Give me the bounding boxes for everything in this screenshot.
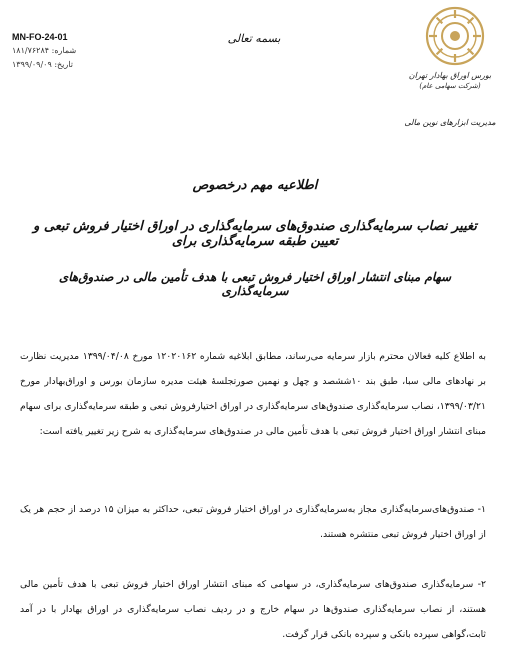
- number-value: ۱۸۱/۷۶۲۸۴: [12, 46, 50, 55]
- letter-date-row: [12, 58, 122, 72]
- organization-name: [398, 70, 502, 92]
- department-name: مدیریت ابزارهای نوین مالی: [404, 118, 496, 127]
- letter-number-row: [12, 44, 122, 58]
- clause-2-paragraph: ۲- سرمایه‌گذاری صندوق‌های سرمایه‌گذاری، در سهامی که مبنای انتشار اوراق اختیار فروش تبعی با هدف تأمین مالی هستند، از نصاب سرمایه‌گذاری صندوق‌ها در سهام خارج و در ردیف نصاب سرمایه‌گذاری در اوراق بهادار با در آمد ثابت،گواهی سپرده بانکی و سپرده بانکی قرار گرفت.: [20, 579, 486, 640]
- org-name: بورس اوراق بهادار تهران: [408, 71, 492, 80]
- intro-paragraph: به اطلاع کلیه فعالان محترم بازار سرمایه می‌رساند، مطابق ابلاغیه شماره ۱۲۰۲۰۱۶۲ مورخ ۱۳۹۹/۰۴/۰۸ مدیریت نظارت بر نهادهای مالی سبا، طبق بند ۱۰ششصد و چهل و نهمین صورتجلسهٔ هیئت مدیره سازمان بورس و اوراق‌بهادار مورخ ۱۳۹۹/۰۳/۲۱، نصاب سرمایه‌گذاری صندوق‌های سرمایه‌گذاری در اوراق اختیارفروش تبعی و طبقه سرمایه‌گذاری برای سهام مبنای انتشار اوراق اختیار فروش تبعی با هدف تأمین مالی در صندوق‌های سرمایه‌گذاری به شرح زیر تغییر یافته است:: [20, 351, 486, 437]
- document-meta: [12, 30, 122, 72]
- announcement-title-line-2: سهام مبنای انتشار اوراق اختیار فروش تبعی با هدف تأمین مالی در صندوق‌های سرمایه‌گذاری: [58, 270, 452, 298]
- number-label: شماره:: [51, 46, 77, 55]
- clause-1-paragraph: ۱- صندوق‌های‌سرمایه‌گذاری مجاز به‌سرمایه‌گذاری در اوراق اختیار فروش تبعی، حداکثر به میزان ۱۵ درصد از حجم هر یک از اوراق اختیار فروش تبعی منتشره هستند.: [20, 504, 486, 540]
- announcement-heading: اطلاعیه مهم درخصوص: [192, 178, 318, 193]
- date-value: ۱۳۹۹/۰۹/۰۹: [12, 60, 52, 69]
- announcement-title-line-1: تغییر نصاب سرمایه‌گذاری صندوق‌های سرمایه‌گذاری در اوراق اختیار فروش تبعی و تعیین طبقه سرمایه‌گذاری برای: [33, 219, 477, 249]
- date-label: تاریخ:: [54, 60, 73, 69]
- form-code: MN-FO-24-01: [12, 32, 68, 42]
- tse-emblem-logo-icon: [425, 6, 485, 66]
- basmala: بسمه تعالی: [227, 32, 281, 45]
- org-subtitle: (شرکت سهامی عام): [419, 82, 481, 90]
